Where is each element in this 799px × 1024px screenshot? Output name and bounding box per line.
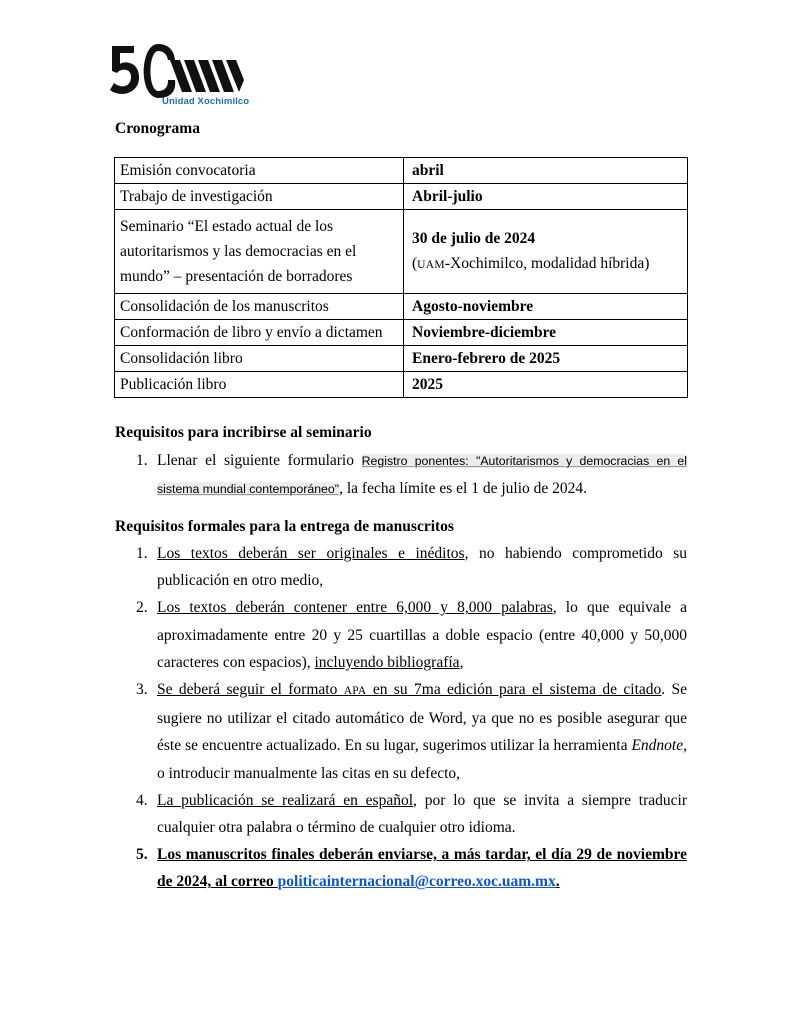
item-number: 3. [136, 681, 148, 699]
logo-subtitle: Unidad Xochimilco [162, 96, 250, 107]
registration-form-link[interactable]: Registro ponentes: "Autoritarismos y democracias en el sistema mundial contemporáneo" [157, 454, 687, 497]
activity-cell: Conformación de libro y envío a dictamen [115, 320, 404, 346]
table-row [115, 346, 688, 372]
list-item: 1. Los textos deberán ser originales e inéditos, no habiendo comprometido su publicación en otro medio, [115, 540, 687, 594]
item-number: 5. [136, 846, 148, 864]
activity-line: autoritarismos y las democracias en el [120, 243, 357, 260]
list-item: 3. Se deberá seguir el formato APA en su 7ma edición para el sistema de citado. Se sugiere no utilizar el citado automático de Word, ya que no es posible asegurar que éste se encuentre actualizado. En su lugar, sugerimos utilizar la herramienta Endnote, o introducir manualmente las citas en su defecto, [115, 676, 687, 787]
cronograma-heading: Cronograma [115, 120, 200, 137]
activity-cell: Consolidación de los manuscritos [115, 294, 404, 320]
item-number: 2. [136, 599, 148, 617]
date-note: (UAM-Xochimilco, modalidad híbrida) [412, 254, 650, 272]
item-number: 4. [136, 791, 148, 809]
table-row [115, 320, 688, 346]
activity-cell: Consolidación libro [115, 346, 404, 372]
email-link[interactable]: politicainternacional@correo.xoc.uam.mx [277, 873, 556, 891]
list-item: 2. Los textos deberán contener entre 6,000 y 8,000 palabras, lo que equivale a aproximadamente entre 20 y 25 cuartillas a doble espacio (entre 40,000 y 50,000 caracteres con espacios), incluyendo bibliografía, [115, 594, 687, 676]
date-cell: 2025 [404, 372, 688, 398]
table-row [115, 158, 688, 184]
list-item: 5. Los manuscritos finales deberán enviarse, a más tardar, el día 29 de noviembre de 2024, al correo politicainternacional@correo.xoc.uam.mx. [115, 841, 687, 895]
activity-line: Seminario “El estado actual de los [120, 218, 334, 235]
date-main: 30 de julio de 2024 [412, 229, 536, 247]
table-row [115, 210, 688, 294]
table-row [115, 184, 688, 210]
activity-cell [115, 210, 404, 294]
manuscritos-list [115, 540, 687, 896]
date-cell [404, 210, 688, 294]
item-number: 1. [136, 545, 148, 562]
manuscritos-heading: Requisitos formales para la entrega de manuscritos [115, 518, 454, 535]
activity-cell: Emisión convocatoria [115, 158, 404, 184]
table-row [115, 372, 688, 398]
activity-line: mundo” – presentación de borradores [120, 268, 353, 285]
table-row [115, 294, 688, 320]
inscripcion-heading: Requisitos para incribirse al seminario [115, 424, 372, 441]
list-item: 4. La publicación se realizará en español, por lo que se invita a siempre traducir cualquier otra palabra o término de cualquier otro idioma. [115, 787, 687, 841]
date-cell: Noviembre-diciembre [404, 320, 688, 346]
inscripcion-list [115, 447, 687, 503]
date-cell: Enero-febrero de 2025 [404, 346, 688, 372]
list-item: 1. Llenar el siguiente formulario Registro ponentes: "Autoritarismos y democracias en el sistema mundial contemporáneo", la fecha límite es el 1 de julio de 2024. [115, 447, 687, 503]
date-cell: Abril-julio [404, 184, 688, 210]
date-cell: abril [404, 158, 688, 184]
date-cell: Agosto-noviembre [404, 294, 688, 320]
activity-cell: Publicación libro [115, 372, 404, 398]
schedule-table [114, 157, 688, 398]
activity-cell: Trabajo de investigación [115, 184, 404, 210]
item-number: 1. [136, 452, 148, 469]
